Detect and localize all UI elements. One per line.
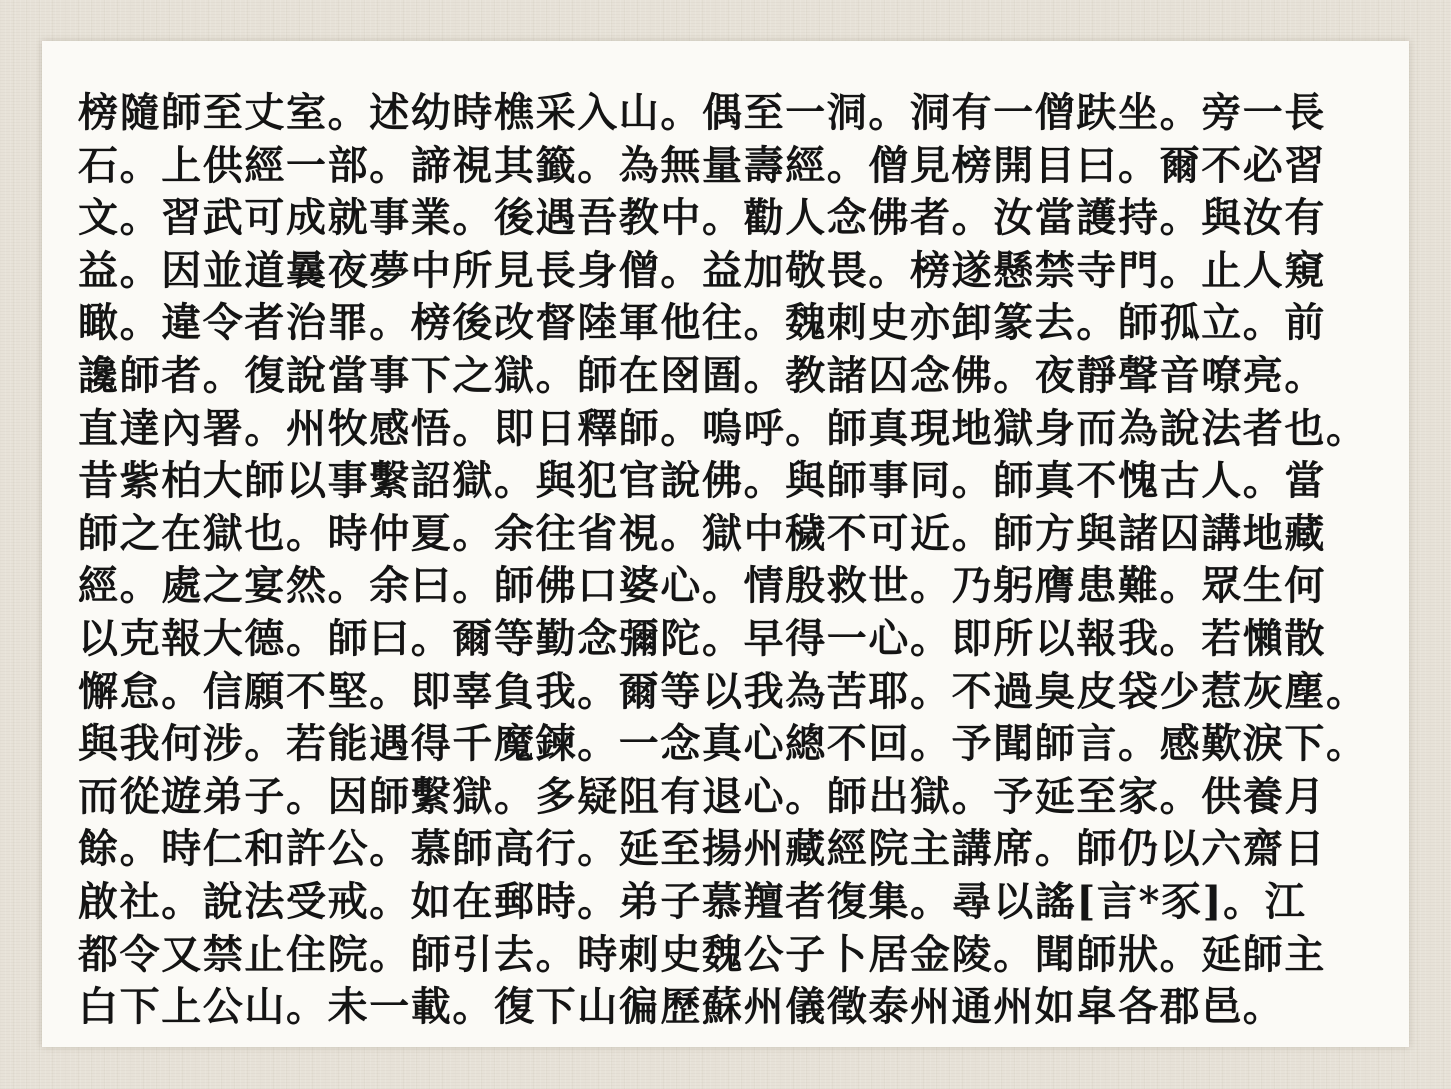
text-line-8: 昔紫柏大師以事繫詔獄。與犯官說佛。與師事同。師真不愧古人。當 — [78, 457, 1326, 505]
text-line-14: 而從遊弟子。因師繫獄。多疑阻有退心。師出獄。予延至家。供養月 — [78, 772, 1326, 820]
text-line-15: 餘。時仁和許公。慕師高行。延至揚州藏經院主講席。師仍以六齋日 — [78, 825, 1326, 873]
text-line-4: 益。因並道曩夜夢中所見長身僧。益加敬畏。榜遂懸禁寺門。止人窺 — [78, 246, 1326, 294]
text-line-6: 讒師者。復說當事下之獄。師在囹圄。教諸囚念佛。夜靜聲音嘹亮。 — [78, 351, 1326, 399]
text-line-10: 經。處之宴然。余曰。師佛口婆心。情殷救世。乃躬膺患難。眾生何 — [78, 562, 1326, 610]
text-line-13: 與我何涉。若能遇得千魔鍊。一念真心總不回。予聞師言。感歎淚下。 — [78, 720, 1368, 768]
text-line-11: 以克報大德。師曰。爾等勤念彌陀。早得一心。即所以報我。若懶散 — [78, 614, 1326, 662]
text-line-16: 啟社。說法受戒。如在郵時。弟子慕羶者復集。尋以謠[言*豕]。江 — [78, 877, 1307, 925]
text-slide — [42, 41, 1409, 1047]
text-line-12: 懈怠。信願不堅。即辜負我。爾等以我為苦耶。不過臭皮袋少惹灰塵。 — [78, 667, 1368, 715]
text-line-5: 瞰。違令者治罪。榜後改督陸軍他往。魏刺史亦卸篆去。師孤立。前 — [78, 299, 1326, 347]
text-line-9: 師之在獄也。時仲夏。余往省視。獄中穢不可近。師方與諸囚講地藏 — [78, 509, 1326, 557]
text-line-3: 文。習武可成就事業。後遇吾教中。勸人念佛者。汝當護持。與汝有 — [78, 194, 1326, 242]
text-line-1: 榜隨師至丈室。述幼時樵采入山。偶至一洞。洞有一僧趺坐。旁一長 — [78, 89, 1326, 136]
text-line-17: 都令又禁止住院。師引去。時刺史魏公子卜居金陵。聞師狀。延師主 — [78, 930, 1326, 978]
text-body — [78, 87, 1408, 1034]
text-line-2: 石。上供經一部。諦視其籤。為無量壽經。僧見榜開目曰。爾不必習 — [78, 141, 1326, 189]
text-line-18: 白下上公山。未一載。復下山徧歷蘇州儀徵泰州通州如皐各郡邑。 — [78, 983, 1285, 1031]
text-line-7: 直達內署。州牧感悟。即日釋師。嗚呼。師真現地獄身而為說法者也。 — [78, 404, 1368, 452]
